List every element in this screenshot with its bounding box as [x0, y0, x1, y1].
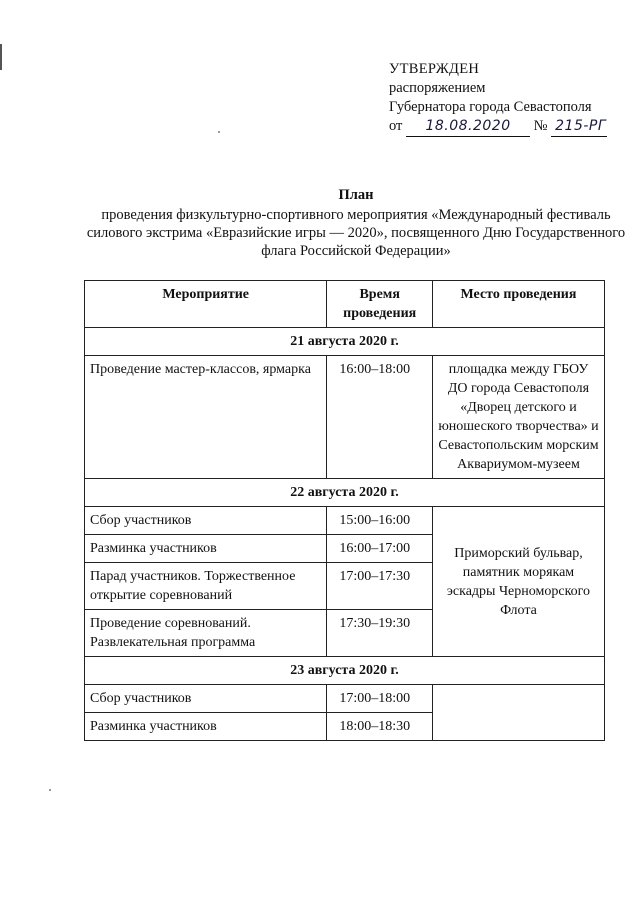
date-cell: 23 августа 2020 г. — [85, 657, 605, 685]
table-date-row — [85, 328, 605, 356]
table-date-row — [85, 479, 605, 507]
event-cell: Проведение соревнований. Развлекательная программа — [85, 610, 327, 657]
header-place: Место проведения — [432, 281, 604, 328]
approval-date-value: 18.08.2020 — [425, 118, 511, 134]
scan-speck — [49, 789, 51, 791]
time-cell: 17:30–19:30 — [327, 610, 433, 657]
header-event: Мероприятие — [85, 281, 327, 328]
event-cell: Парад участников. Торжественное открытие соревнований — [85, 563, 327, 610]
time-cell: 18:00–18:30 — [327, 713, 433, 741]
table-row — [85, 507, 605, 535]
approval-date-prefix: от — [389, 118, 403, 134]
event-cell: Сбор участников — [85, 507, 327, 535]
table-date-row — [85, 657, 605, 685]
approval-number-value: 215-РГ — [555, 118, 607, 134]
approval-heading: УТВЕРЖДЕН — [389, 61, 480, 77]
document-subtitle: проведения физкультурно-спортивного мероприятия «Международный фестиваль силового экстрима «Евразийские игры — 2020», посвященного Дню Государственного флага Российской Федерации» — [86, 207, 626, 259]
time-cell: 15:00–16:00 — [327, 507, 433, 535]
date-cell: 22 августа 2020 г. — [85, 479, 605, 507]
event-plan-table — [84, 280, 605, 741]
approval-line-1: распоряжением — [389, 80, 486, 96]
time-cell: 16:00–18:00 — [327, 356, 433, 479]
place-cell: Приморский бульвар, памятник морякам эскадры Черноморского Флота — [432, 507, 604, 657]
scan-speck — [218, 131, 220, 133]
event-cell: Разминка участников — [85, 713, 327, 741]
event-cell: Сбор участников — [85, 685, 327, 713]
time-cell: 17:00–18:00 — [327, 685, 433, 713]
document-title-block — [80, 186, 632, 260]
table-row — [85, 356, 605, 479]
table-row — [85, 685, 605, 713]
approval-line-2: Губернатора города Севастополя — [389, 99, 592, 115]
approval-number-prefix: № — [533, 118, 548, 134]
date-cell: 21 августа 2020 г. — [85, 328, 605, 356]
event-cell: Разминка участников — [85, 535, 327, 563]
place-cell — [432, 685, 604, 741]
approval-date-line — [389, 117, 607, 137]
approval-stamp-block — [389, 60, 607, 137]
time-cell: 17:00–17:30 — [327, 563, 433, 610]
place-cell: площадка между ГБОУ ДО города Севастополя «Дворец детского и юношеского творчества» и Севастопольским морским Аквариумом-музеем — [432, 356, 604, 479]
event-cell: Проведение мастер-классов, ярмарка — [85, 356, 327, 479]
header-time: Время проведения — [327, 281, 433, 328]
scan-edge-mark — [0, 44, 2, 70]
table-header-row — [85, 281, 605, 328]
document-title: План — [338, 187, 374, 203]
time-cell: 16:00–17:00 — [327, 535, 433, 563]
